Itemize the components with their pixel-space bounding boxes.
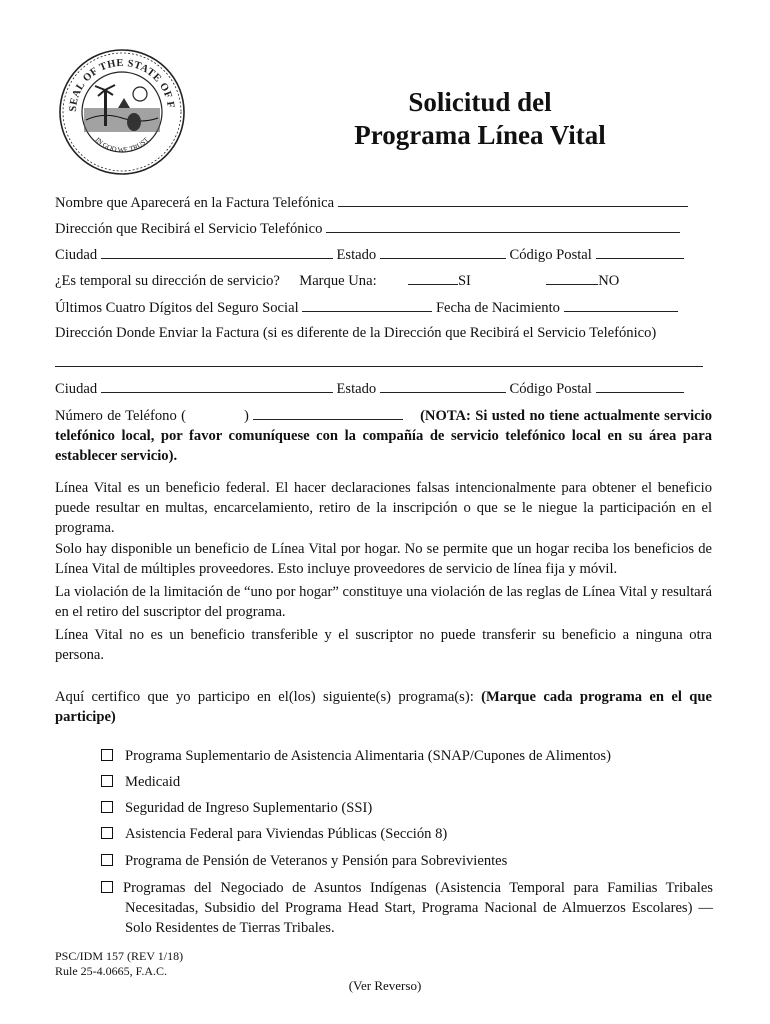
program-item-veteranos xyxy=(101,851,713,871)
label-temporal-question: ¿Es temporal su dirección de servicio? xyxy=(55,273,280,289)
label-estado2: Estado xyxy=(336,381,377,397)
program-item-snap xyxy=(101,746,713,766)
label-ssn: Últimos Cuatro Dígitos del Seguro Social xyxy=(55,300,299,316)
form-id: PSC/IDM 157 (REV 1/18) xyxy=(55,949,184,963)
label-codigo-postal2: Código Postal xyxy=(509,381,592,397)
certify-instruction: (Marque cada programa en el que participe) xyxy=(55,689,712,725)
checkbox-seccion8[interactable] xyxy=(101,827,113,839)
label-no: NO xyxy=(598,273,620,289)
paragraph-beneficio-federal: Línea Vital es un beneficio federal. El hacer declaraciones falsas intencionalmente para obtener el beneficio puede resultar en multas, encarcelamiento, retiro de la inscripción o que se le niegue la participación en el programa. xyxy=(55,480,712,536)
page-title-line2: Programa Línea Vital xyxy=(354,120,606,150)
label-estado: Estado xyxy=(336,247,377,263)
program-item-asuntos-indigenas xyxy=(125,878,713,938)
program-label-ssi: Seguridad de Ingreso Suplementario (SSI) xyxy=(125,800,373,816)
svg-text:IN GOD WE TRUST xyxy=(94,135,151,154)
field-row-direccion xyxy=(55,220,680,238)
checkbox-snap[interactable] xyxy=(101,749,113,761)
label-si: SI xyxy=(457,273,471,289)
ssn-blank[interactable] xyxy=(302,299,432,312)
program-item-seccion8 xyxy=(101,824,713,844)
label-ciudad2: Ciudad xyxy=(55,381,98,397)
checkbox-veteranos[interactable] xyxy=(101,854,113,866)
estado-blank[interactable] xyxy=(380,246,506,259)
ver-reverso: (Ver Reverso) xyxy=(348,978,422,993)
nota-start: (NOTA: Si usted no tiene actualmente servicio xyxy=(420,408,712,424)
checkbox-ssi[interactable] xyxy=(101,801,113,813)
svg-text:GREAT SEAL OF THE STATE OF FLO xyxy=(58,48,176,112)
field-row-temporal xyxy=(55,272,619,290)
ciudad2-blank[interactable] xyxy=(101,380,333,393)
checkbox-asuntos-indigenas[interactable] xyxy=(101,881,113,893)
program-label-medicaid: Medicaid xyxy=(125,774,181,790)
program-label-snap: Programa Suplementario de Asistencia Alimentaria (SNAP/Cupones de Alimentos) xyxy=(125,748,611,764)
nota-rest: telefónico local, por favor comuníquese con la compañía de servicio telefónico local en su área para establecer servicio). xyxy=(55,428,712,464)
program-label-seccion8: Asistencia Federal para Viviendas Públicas (Sección 8) xyxy=(125,826,448,842)
nombre-blank[interactable] xyxy=(338,194,688,207)
si-blank[interactable] xyxy=(408,272,458,285)
certify-text: Aquí certifico que yo participo en el(los) siguiente(s) programa(s): xyxy=(55,689,474,705)
form-rule: Rule 25-4.0665, F.A.C. xyxy=(55,964,168,978)
label-direccion-servicio: Dirección que Recibirá el Servicio Telefónico xyxy=(55,221,323,237)
program-label-veteranos: Programa de Pensión de Veteranos y Pensión para Sobrevivientes xyxy=(125,853,508,869)
seal-ring-bottom: IN GOD WE TRUST xyxy=(93,135,151,155)
direccion-factura-blank[interactable] xyxy=(55,366,703,367)
label-direccion-factura: Dirección Donde Enviar la Factura (si es diferente de la Dirección que Recibirá el Servicio Telefónico) xyxy=(55,325,657,341)
checkbox-medicaid[interactable] xyxy=(101,775,113,787)
label-fecha-nacimiento: Fecha de Nacimiento xyxy=(435,300,560,316)
label-marque-una: Marque Una: xyxy=(299,273,377,289)
field-row-ssn xyxy=(55,299,678,317)
telefono-blank[interactable] xyxy=(253,407,403,420)
telefono-nota-block xyxy=(55,406,712,466)
label-ciudad: Ciudad xyxy=(55,247,98,263)
program-label-asuntos-indigenas: Programas del Negociado de Asuntos Indígenas (Asistencia Temporal para Familias Tribales Necesitadas, Subsidio del Programa Head Start, Programa Nacional de Almuerzos Escolares) — Solo Residentes de Tierras Tribales. xyxy=(123,880,713,936)
direccion-servicio-blank[interactable] xyxy=(326,220,680,233)
no-blank[interactable] xyxy=(546,272,598,285)
ciudad-blank[interactable] xyxy=(101,246,333,259)
estado2-blank[interactable] xyxy=(380,380,506,393)
paragraph-violacion: La violación de la limitación de “uno por hogar” constituye una violación de las reglas de Línea Vital y resultará en el retiro del suscriptor del programa. xyxy=(55,584,712,620)
paragraph-un-beneficio-por-hogar: Solo hay disponible un beneficio de Línea Vital por hogar. No se permite que un hogar reciba los beneficios de Línea Vital de múltiples proveedores. Esto incluye proveedores de servicio de línea fija y móvil. xyxy=(55,541,712,577)
florida-state-seal xyxy=(58,48,186,176)
fecha-nacimiento-blank[interactable] xyxy=(564,299,678,312)
field-row-ciudad2 xyxy=(55,380,684,398)
certify-statement xyxy=(55,687,712,727)
page-title-line1: Solicitud del xyxy=(408,87,552,117)
label-telefono-close: ) xyxy=(244,408,249,424)
program-item-medicaid xyxy=(101,772,713,792)
codigo-postal2-blank[interactable] xyxy=(596,380,684,393)
field-row-nombre xyxy=(55,194,688,212)
field-row-ciudad xyxy=(55,246,684,264)
paragraph-no-transferible: Línea Vital no es un beneficio transferible y el suscriptor no puede transferir su beneficio a ninguna otra persona. xyxy=(55,627,712,663)
codigo-postal-blank[interactable] xyxy=(596,246,684,259)
label-telefono: Número de Teléfono ( xyxy=(55,408,187,424)
program-item-ssi xyxy=(101,798,713,818)
label-codigo-postal: Código Postal xyxy=(509,247,592,263)
label-nombre: Nombre que Aparecerá en la Factura Telefónica xyxy=(55,195,335,211)
seal-ring-top: SEAL OF THE STATE OF F xyxy=(67,57,176,113)
